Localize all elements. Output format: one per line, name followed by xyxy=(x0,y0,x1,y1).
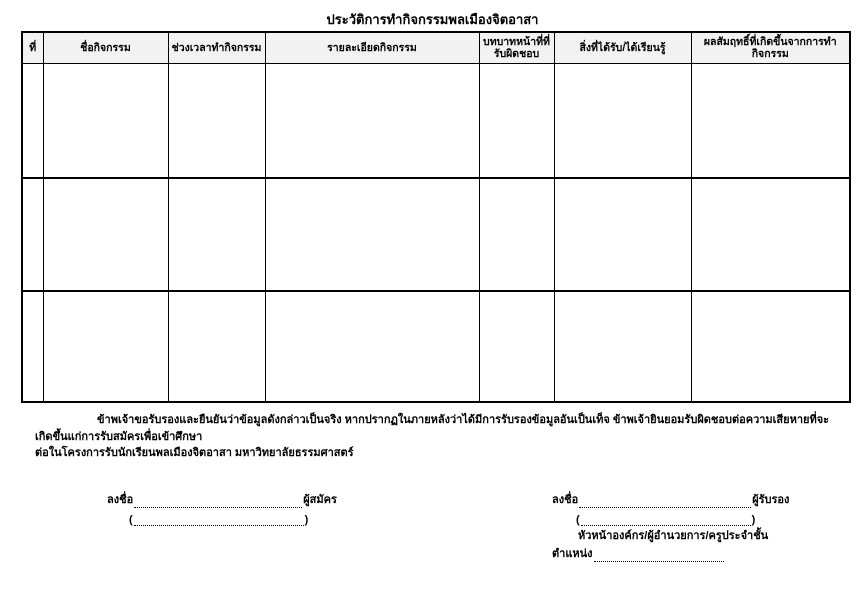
position-label: ตำแหน่ง xyxy=(552,548,593,560)
signature-dotted-line xyxy=(134,496,302,508)
activity-history-table xyxy=(21,31,851,403)
table-cell xyxy=(265,291,479,402)
certifier-name-line xyxy=(576,508,789,526)
table-cell xyxy=(168,64,265,178)
table-cell xyxy=(22,291,43,402)
table-cell xyxy=(691,291,850,402)
declaration-line-2: ต่อในโครงการรับนักเรียนพลเมืองจิตอาสา มหาวิทยาลัยธรรมศาสตร์ xyxy=(35,447,354,459)
certifier-signature-block xyxy=(552,490,789,562)
paren-open: ( xyxy=(576,514,580,526)
table-cell xyxy=(479,64,554,178)
applicant-name-line xyxy=(129,508,337,526)
name-dotted-line xyxy=(581,514,751,526)
table-cell xyxy=(168,178,265,291)
certifier-role-label: ผู้รับรอง xyxy=(752,494,790,506)
declaration-paragraph xyxy=(35,412,833,462)
signature-dotted-line xyxy=(579,496,751,508)
table-row xyxy=(22,178,850,291)
applicant-sign-line xyxy=(107,490,337,508)
table-cell xyxy=(554,64,691,178)
certifier-sign-line xyxy=(552,490,789,508)
certifier-role-text: หัวหน้าองค์กร/ผู้อำนวยการ/ครูประจำชั้น xyxy=(578,530,769,542)
header-activity-period: ช่วงเวลาทำกิจกรรม xyxy=(168,32,265,64)
table-cell xyxy=(22,178,43,291)
header-learnings: สิ่งที่ได้รับ/ได้เรียนรู้ xyxy=(554,32,691,64)
paren-close: ) xyxy=(304,514,309,526)
table-header-row xyxy=(22,32,850,64)
header-outcomes: ผลสัมฤทธิ์ที่เกิดขึ้นจากการทำกิจกรรม xyxy=(691,32,850,64)
certifier-role-line xyxy=(578,526,789,544)
table-cell xyxy=(168,291,265,402)
table-cell xyxy=(691,64,850,178)
table-cell xyxy=(554,178,691,291)
table-cell xyxy=(554,291,691,402)
header-activity-details: รายละเอียดกิจกรรม xyxy=(265,32,479,64)
position-dotted-line xyxy=(594,550,724,562)
declaration-line-1: ข้าพเจ้าขอรับรองและยืนยันว่าข้อมูลดังกล่าวเป็นจริง หากปรากฏในภายหลังว่าได้มีการรับรองข้อมูลอันเป็นเท็จ ข้าพเจ้ายินยอมรับผิดชอบต่อความเสียหายที่จะเกิดขึ้นแก่การรับสมัครเพื่อเข้าศึกษา xyxy=(35,414,830,443)
header-no: ที่ xyxy=(22,32,43,64)
table-cell xyxy=(43,64,168,178)
header-activity-name: ชื่อกิจกรรม xyxy=(43,32,168,64)
name-dotted-line xyxy=(134,514,304,526)
table-cell xyxy=(479,178,554,291)
table-cell xyxy=(43,291,168,402)
table-row xyxy=(22,64,850,178)
table-cell xyxy=(265,64,479,178)
page-title: ประวัติการทำกิจกรรมพลเมืองจิตอาสา xyxy=(326,12,539,27)
sign-label: ลงชื่อ xyxy=(552,494,579,506)
table-cell xyxy=(22,64,43,178)
paren-open: ( xyxy=(129,514,133,526)
table-row xyxy=(22,291,850,402)
table-cell xyxy=(691,178,850,291)
table-cell xyxy=(265,178,479,291)
paren-close: ) xyxy=(751,514,756,526)
sign-label: ลงชื่อ xyxy=(107,494,134,506)
applicant-signature-block xyxy=(107,490,337,526)
table-cell xyxy=(43,178,168,291)
applicant-role-label: ผู้สมัคร xyxy=(303,494,337,506)
table-cell xyxy=(479,291,554,402)
header-role-responsibility: บทบาทหน้าที่ที่รับผิดชอบ xyxy=(479,32,554,64)
position-line xyxy=(552,544,789,562)
